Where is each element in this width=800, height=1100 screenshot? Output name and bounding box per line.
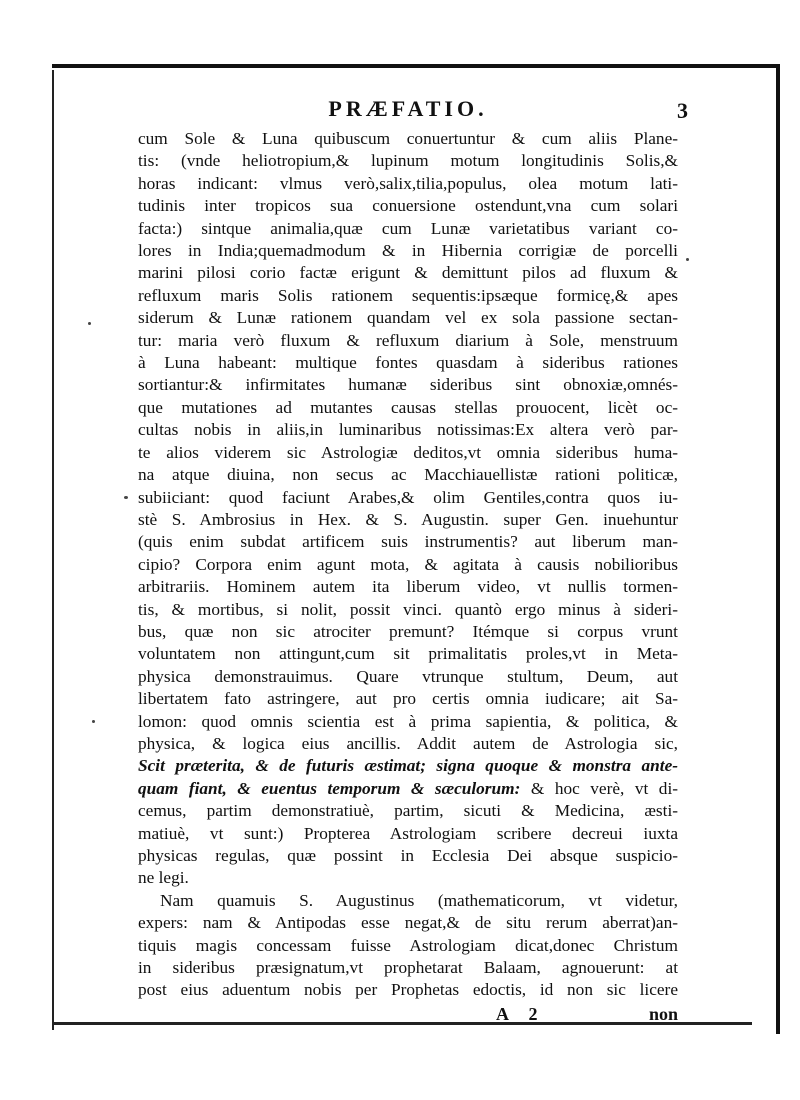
text-line: na atque diuina, non secus ac Macchiauellistæ rationi politicæ, xyxy=(138,465,678,485)
text-line: à Luna habeant: multique fontes quasdam à sideribus rationes xyxy=(138,353,678,373)
paragraph-2 xyxy=(138,890,678,1002)
text-line: facta:) sintque animalia,quæ cum Lunæ varietatibus variant co- xyxy=(138,218,678,238)
text-line: in sideribus præsignatum,vt prophetarat Balaam, agnouerunt: at xyxy=(138,958,678,978)
book-page xyxy=(138,88,688,1028)
page-border-right xyxy=(776,64,780,1034)
text-line: bus, quæ non sic atrociter premunt? Itémque si corpus vrunt xyxy=(138,621,678,641)
text-line: tiquis magis concessam fuisse Astrologiam dicat,donec Christum xyxy=(138,935,678,955)
text-line: lomon: quod omnis scientia est à prima sapientia, & politica, & xyxy=(138,711,678,731)
text-line: horas indicant: vlmus verò,salix,tilia,populus, olea motum lati- xyxy=(138,173,678,193)
text-line: refluxum maris Solis rationem sequentis:ipsæque formicę,& apes xyxy=(138,285,678,305)
running-head: PRÆFATIO. xyxy=(328,96,488,121)
text-line: stè S. Ambrosius in Hex. & S. Augustin. super Gen. inuehuntur xyxy=(138,509,678,529)
page-header xyxy=(138,88,688,128)
page-number: 3 xyxy=(677,98,688,123)
text-line: physicas regulas, quæ possint in Ecclesia Dei absque suspicio- xyxy=(138,846,678,865)
page-border-left xyxy=(52,70,54,1030)
text-line: libertatem fato astringere, aut pro certis omnia iudicare; ait Sa- xyxy=(138,689,678,709)
mixed-quote-line xyxy=(138,778,678,800)
text-line: cum Sole & Luna quibuscum conuertuntur & cum aliis Plane- xyxy=(138,129,678,148)
text-line: tis: (vnde heliotropium,& lupinum motum longitudinis Solis,& xyxy=(138,151,678,171)
italic-quote-line: Scit præterita, & de futuris æstimat; signa quoque & monstra ante- xyxy=(138,756,678,776)
text-line: expers: nam & Antipodas esse negat,& de situ rerum aberrat)an- xyxy=(138,913,678,933)
page-border-top xyxy=(52,64,780,68)
text-line: matiuè, vt sunt:) Propterea Astrologiam scribere decreui iuxta xyxy=(138,823,678,843)
body-text xyxy=(138,128,678,1002)
text-line: (quis enim subdat artificem suis instrumentis? aut liberum man- xyxy=(138,532,678,552)
text-line: arbitrariis. Hominem autem ita liberum video, vt nullis tormen- xyxy=(138,577,678,597)
text-line: te alios viderem sic Astrologiæ deditos,vt omnia sideribus huma- xyxy=(138,442,678,462)
ink-speck xyxy=(88,322,91,325)
text-line: marini pilosi corio factæ erigunt & demittunt pilos ad fluxum & xyxy=(138,263,678,283)
text-line: physica, & logica eius ancillis. Addit autem de Astrologia sic, xyxy=(138,733,678,753)
italic-quote-fragment: quam fiant, & euentus temporum & sæculorum: xyxy=(138,778,521,798)
text-line: Nam quamuis S. Augustinus (mathematicorum, vt videtur, xyxy=(160,890,678,910)
text-fragment: & hoc verè, vt di- xyxy=(520,778,679,798)
text-line: tudinis inter tropicos sua conuersione ostendunt,vna cum solari xyxy=(138,196,678,216)
text-line: cultas nobis in aliis,in luminaribus notissimas:Ex altera verò par- xyxy=(138,420,678,440)
ink-speck xyxy=(124,496,128,499)
signature-mark: A 2 xyxy=(496,1003,546,1024)
text-line: post eius aduentum nobis per Prophetas edoctis, id non sic licere xyxy=(138,980,678,1000)
text-line: cemus, partim demonstratiuè, partim, sicuti & Medicina, æsti- xyxy=(138,801,678,821)
text-line: que mutationes ad mutantes causas stellas prouocent, licèt oc- xyxy=(138,397,678,417)
text-line: tur: maria verò fluxum & refluxum diarium à Sole, menstruum xyxy=(138,330,678,350)
text-line: sortiantur:& infirmitates humanæ sideribus sint obnoxiæ,omnés- xyxy=(138,375,678,395)
page-footer xyxy=(138,1002,678,1028)
text-line: cipio? Corpora enim agunt mota, & agitata à causis nobilioribus xyxy=(138,554,678,574)
text-line: siderum & Lunæ rationem quandam vel ex sola passione sectan- xyxy=(138,308,678,328)
paragraph-1 xyxy=(138,128,678,890)
text-line: ne legi. xyxy=(138,868,189,888)
ink-speck xyxy=(92,720,95,723)
text-line: subiiciant: quod faciunt Arabes,& olim Gentiles,contra quos iu- xyxy=(138,487,678,507)
text-line: lores in India;quemadmodum & in Hibernia corrigiæ de porcelli xyxy=(138,241,678,261)
text-line: physica demonstrauimus. Quare vtrunque stultum, Deum, aut xyxy=(138,666,678,686)
text-line: tis, & mortibus, si nolit, possit vinci. quantò ergo minus à sideri- xyxy=(138,599,678,619)
ink-speck xyxy=(686,258,689,261)
text-line: voluntatem non attingunt,cum sit primalitatis proles,vt in Meta- xyxy=(138,644,678,664)
catchword: non xyxy=(648,1003,678,1024)
